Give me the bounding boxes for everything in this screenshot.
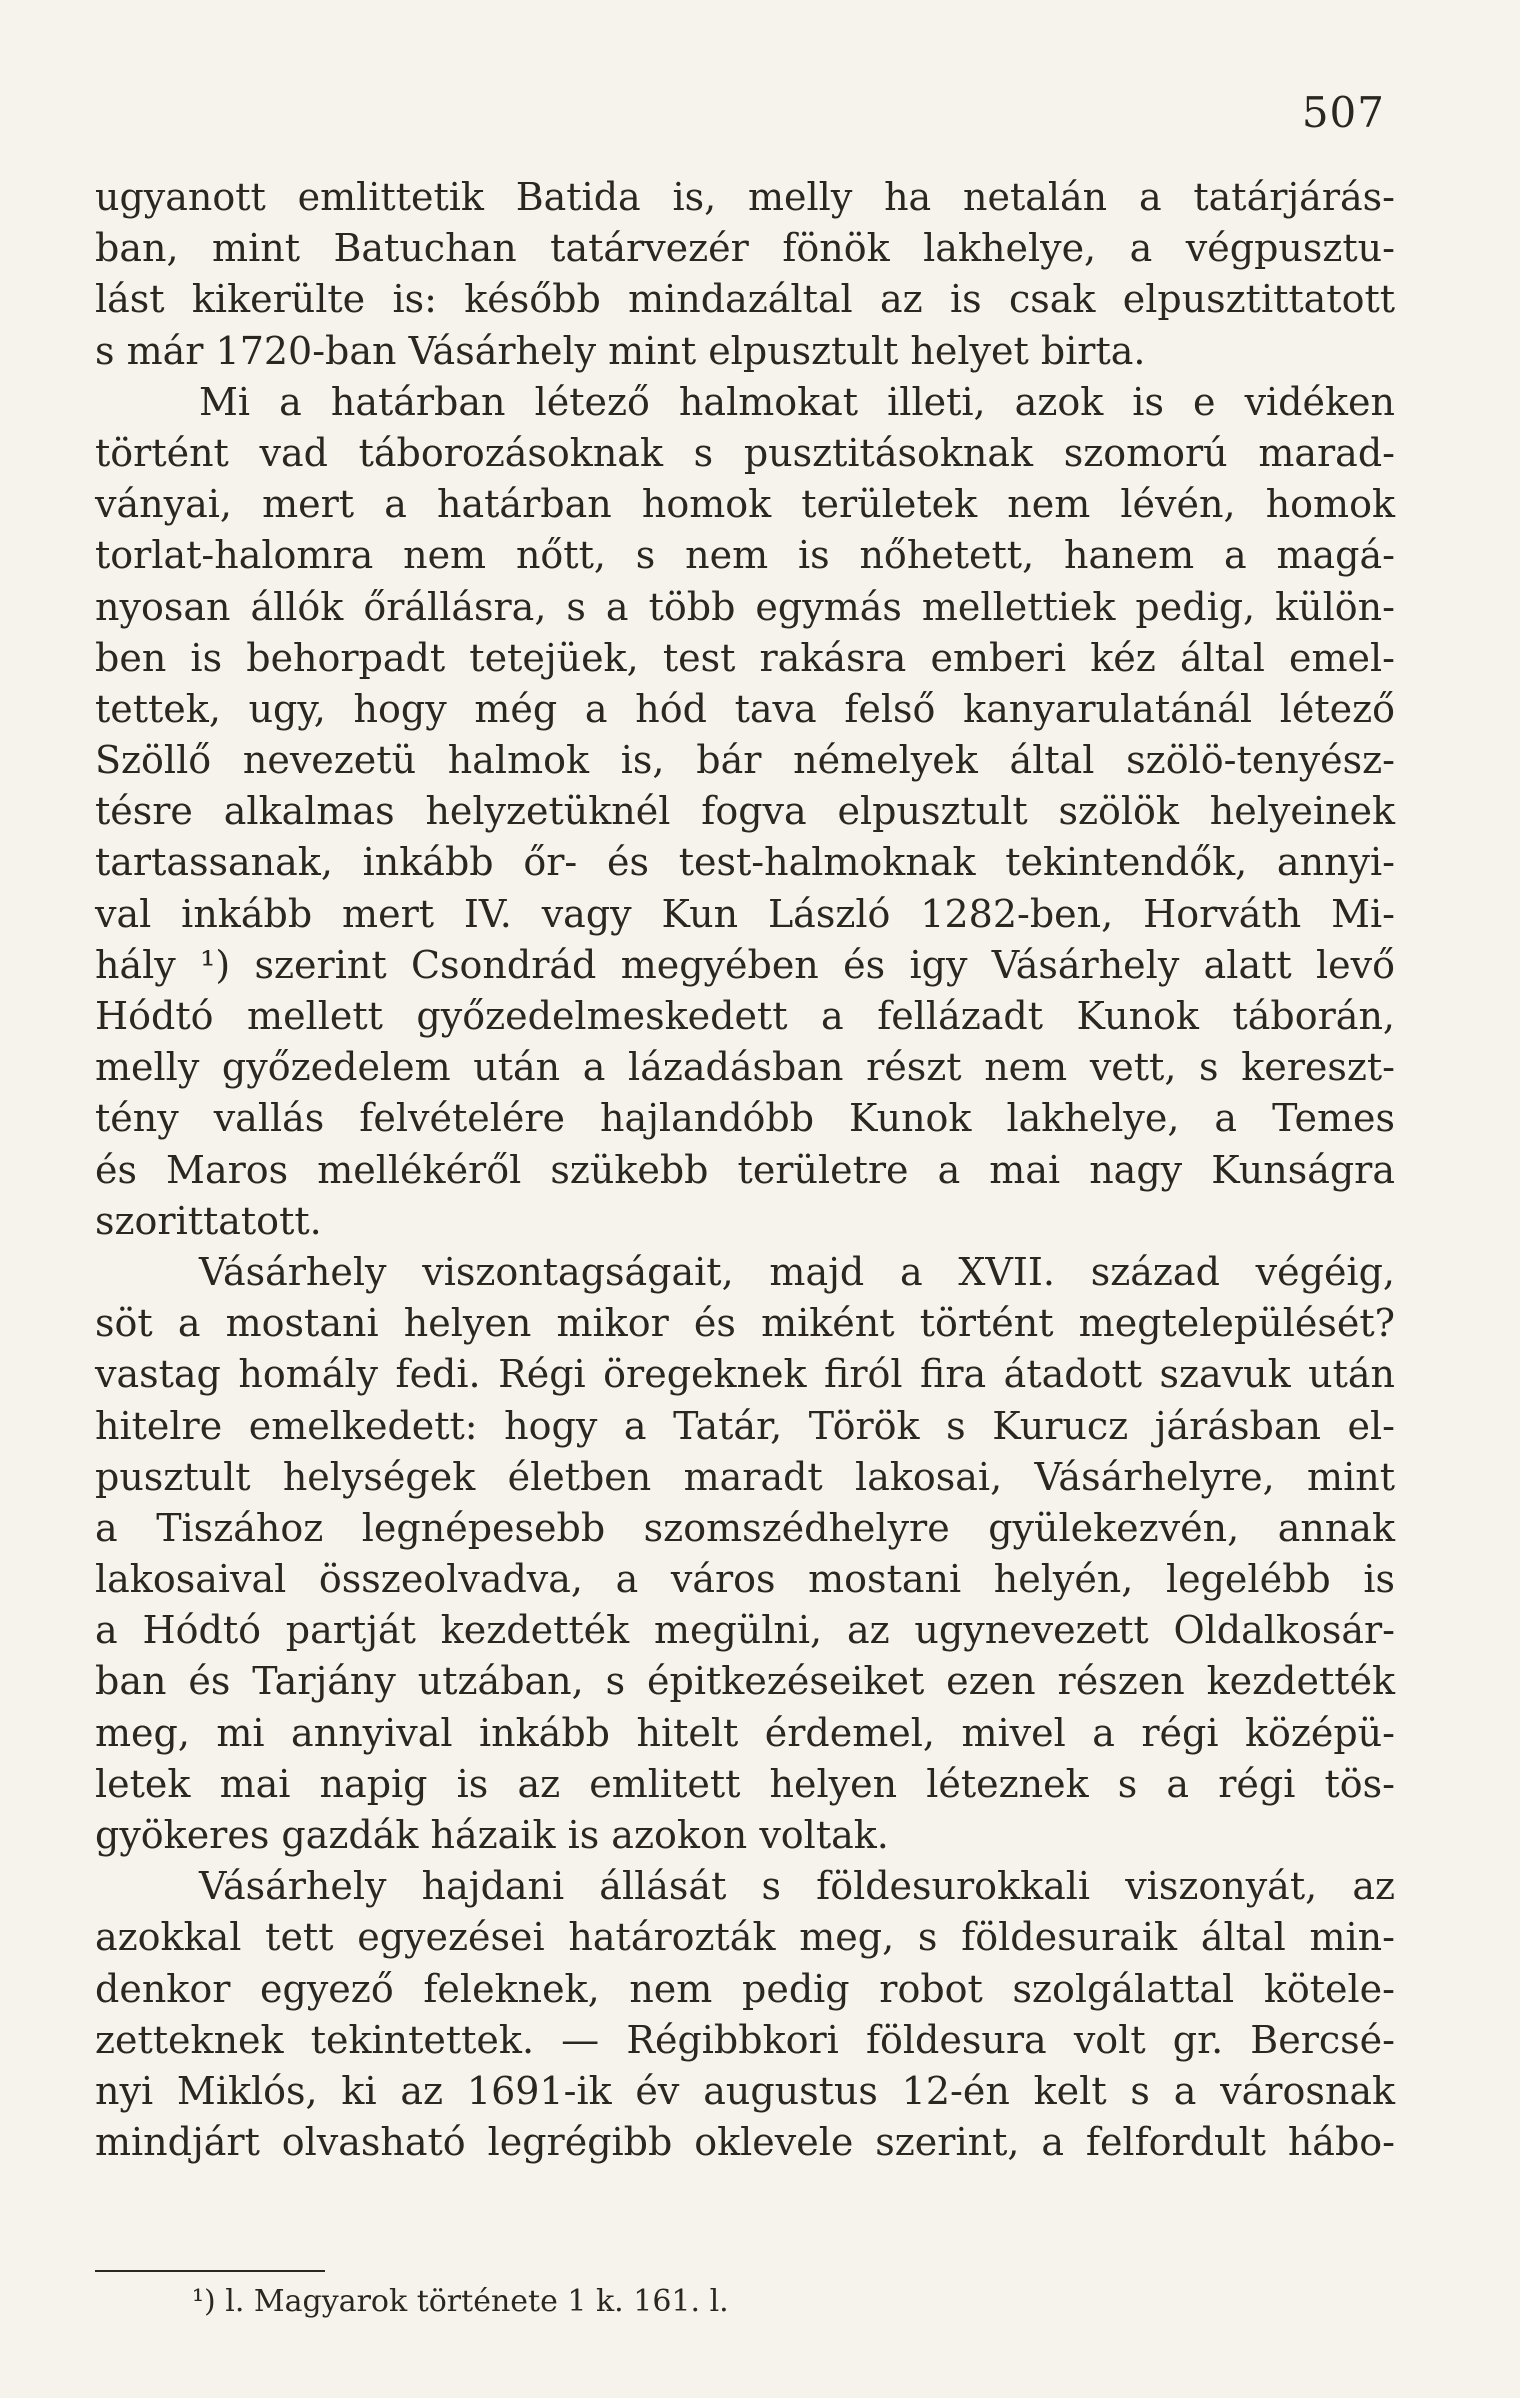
text-line: Mi a határban létező halmokat illeti, azok is e vidéken — [199, 379, 1395, 424]
text-line: a Hódtó partját kezdették megülni, az ugynevezett Oldalkosár- — [95, 1608, 1395, 1653]
text-line: lást kikerülte is: később mindazáltal az is csak elpusztittatott — [95, 277, 1395, 322]
text-line: s már 1720-ban Vásárhely mint elpusztult helyet birta. — [95, 328, 1146, 373]
text-line: melly győzedelem után a lázadásban részt nem vett, s kereszt- — [95, 1045, 1395, 1090]
text-line: nyosan állók őrállásra, s a több egymás mellettiek pedig, külön- — [95, 584, 1395, 629]
text-line: tartassanak, inkább őr- és test-halmoknak tekintendők, annyi- — [95, 840, 1395, 885]
text-line: torlat-halomra nem nőtt, s nem is nőhetett, hanem a magá- — [95, 533, 1395, 578]
text-line: meg, mi annyival inkább hitelt érdemel, mivel a régi középü- — [95, 1710, 1395, 1755]
footnote: ¹) l. Magyarok története 1 k. 161. l. — [192, 2284, 729, 2319]
text-line: nyi Miklós, ki az 1691-ik év augustus 12-én kelt s a városnak — [95, 2068, 1395, 2113]
text-line: ványai, mert a határban homok területek nem lévén, homok — [95, 482, 1395, 527]
text-line: söt a mostani helyen mikor és miként történt megtelepülését? — [95, 1301, 1395, 1346]
text-line: denkor egyező feleknek, nem pedig robot szolgálattal kötele- — [95, 1966, 1395, 2011]
text-line: ugyanott emlittetik Batida is, melly ha netalán a tatárjárás- — [95, 175, 1395, 219]
text-line: ben is behorpadt tetejüek, test rakásra emberi kéz által emel- — [95, 635, 1395, 680]
text-line: és Maros mellékéről szükebb területre a mai nagy Kunságra — [95, 1147, 1395, 1192]
text-line: azokkal tett egyezései határozták meg, s földesuraik által min- — [95, 1915, 1395, 1960]
text-line: történt vad táborozásoknak s pusztitásoknak szomorú marad- — [95, 430, 1395, 475]
body-text — [95, 172, 1395, 2168]
text-line: lakosaival összeolvadva, a város mostani helyén, legelébb is — [95, 1557, 1395, 1602]
text-line: szorittatott. — [95, 1198, 322, 1243]
text-line: Vásárhely viszontagságait, majd a XVII. század végéig, — [199, 1249, 1395, 1294]
text-line: tény vallás felvételére hajlandóbb Kunok lakhelye, a Temes — [95, 1096, 1395, 1141]
text-line: tettek, ugy, hogy még a hód tava felső kanyarulatánál létező — [95, 686, 1395, 731]
text-line: pusztult helységek életben maradt lakosai, Vásárhelyre, mint — [95, 1454, 1395, 1499]
text-line: Vásárhely hajdani állását s földesurokkali viszonyát, az — [199, 1864, 1395, 1909]
text-line: tésre alkalmas helyzetüknél fogva elpusztult szölök helyeinek — [95, 789, 1395, 834]
text-line: ban, mint Batuchan tatárvezér fönök lakhelye, a végpusztu- — [95, 226, 1395, 271]
text-line: hitelre emelkedett: hogy a Tatár, Török s Kurucz járásban el- — [95, 1403, 1395, 1448]
text-line: mindjárt olvasható legrégibb oklevele szerint, a felfordult hábo- — [95, 2120, 1395, 2165]
text-line: a Tiszához legnépesebb szomszédhelyre gyülekezvén, annak — [95, 1505, 1395, 1550]
text-line: val inkább mert IV. vagy Kun László 1282-ben, Horváth Mi- — [95, 891, 1395, 936]
text-line: vastag homály fedi. Régi öregeknek firól fira átadott szavuk után — [95, 1352, 1395, 1397]
text-line: gyökeres gazdák házaik is azokon voltak. — [95, 1813, 889, 1857]
footnote-divider — [95, 2270, 325, 2272]
text-line: ban és Tarjány utzában, s épitkezéseiket ezen részen kezdették — [95, 1659, 1395, 1704]
text-line: Szöllő nevezetü halmok is, bár némelyek által szölö-tenyész- — [95, 738, 1395, 783]
page-number: 507 — [1301, 88, 1385, 137]
text-line: zetteknek tekintettek. — Régibbkori földesura volt gr. Bercsé- — [95, 2017, 1395, 2062]
text-line: Hódtó mellett győzedelmeskedett a fellázadt Kunok táborán, — [95, 994, 1395, 1038]
text-line: hály ¹) szerint Csondrád megyében és igy Vásárhely alatt levő — [95, 942, 1395, 987]
text-line: letek mai napig is az emlitett helyen léteznek s a régi tös- — [95, 1761, 1395, 1806]
